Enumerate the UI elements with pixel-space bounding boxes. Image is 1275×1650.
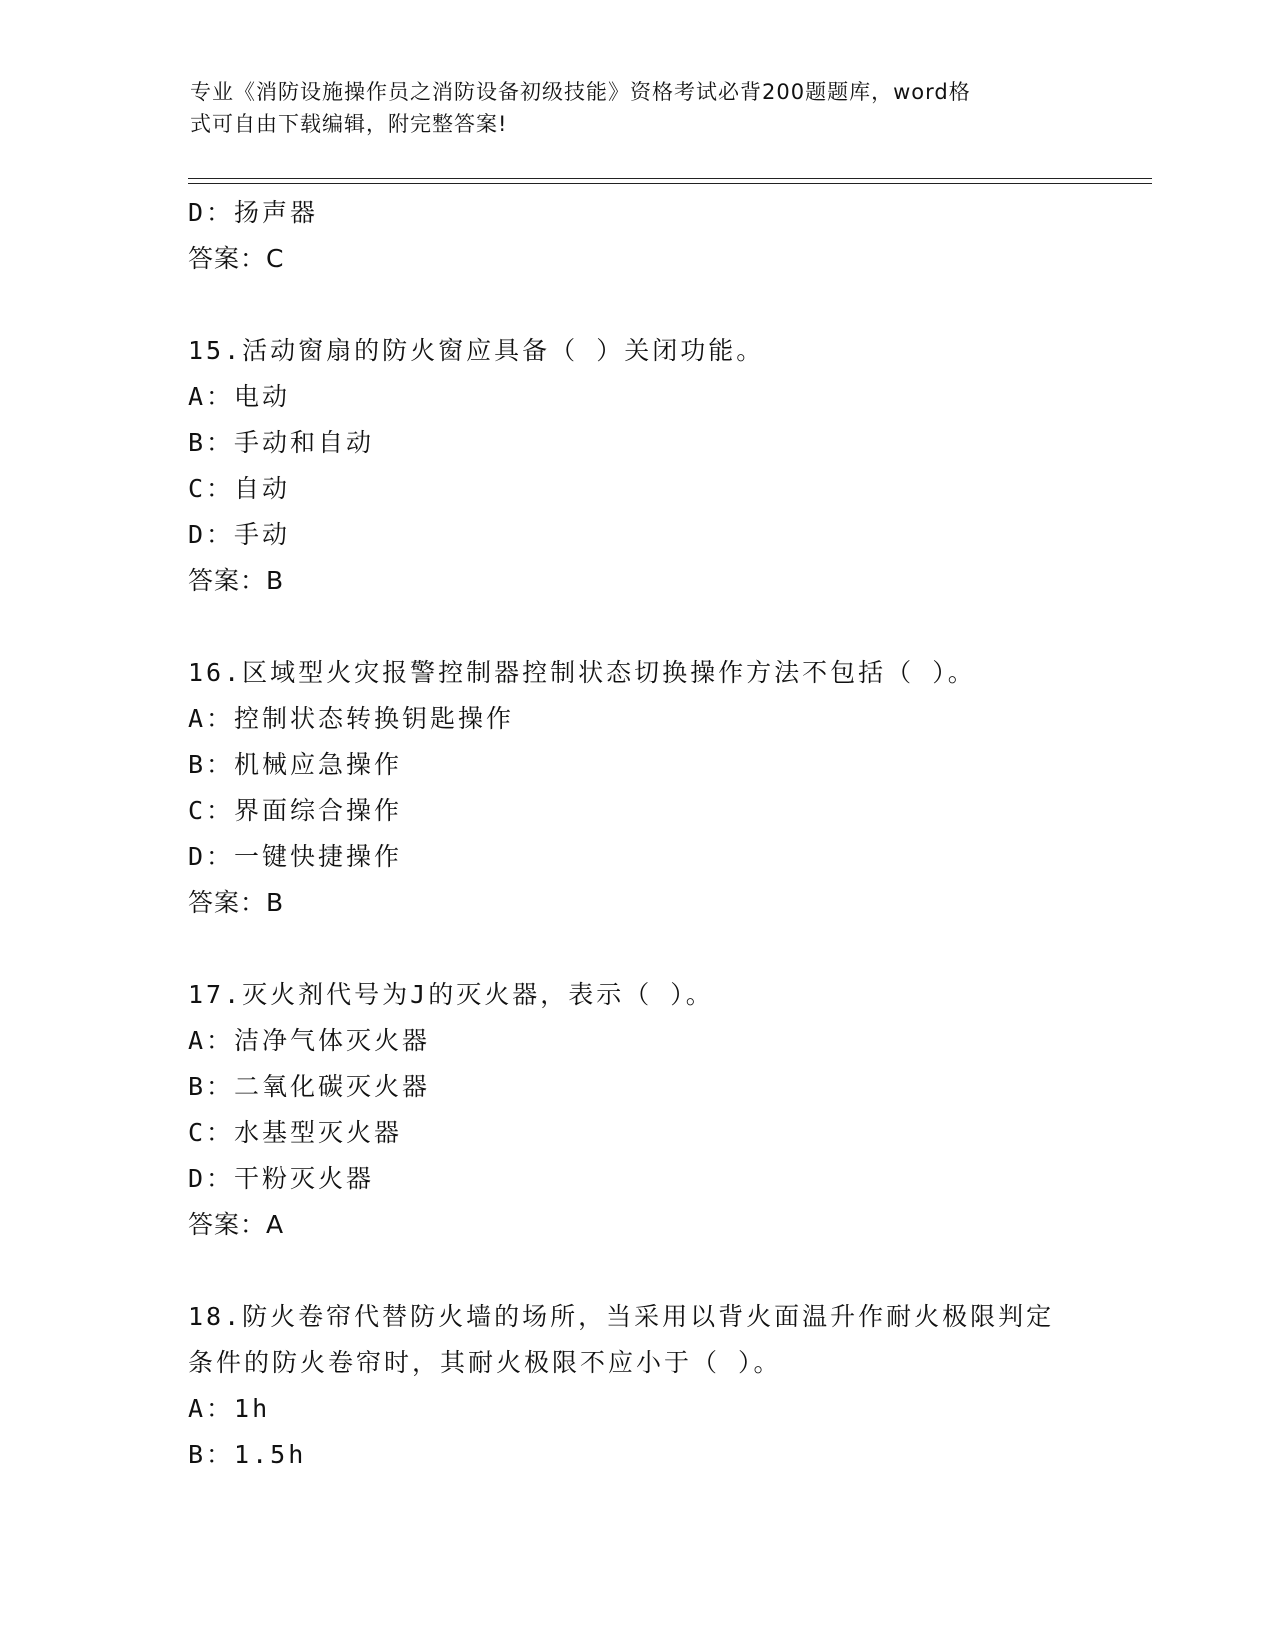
option-b: B：1.5h: [188, 1440, 307, 1469]
answer: 答案：B: [188, 888, 285, 917]
spacer: [188, 1248, 1088, 1294]
option-a: A：控制状态转换钥匙操作: [188, 704, 515, 733]
option-c: C：自动: [188, 474, 291, 503]
prev-option-d: D：扬声器: [188, 198, 319, 227]
question-stem-line-2: 条件的防火卷帘时，其耐火极限不应小于（ ）。: [188, 1348, 782, 1377]
option-b: B：机械应急操作: [188, 750, 403, 779]
option-a: A：电动: [188, 382, 291, 411]
question-stem: 15.活动窗扇的防火窗应具备（ ）关闭功能。: [188, 336, 765, 365]
spacer: [188, 282, 1088, 328]
option-a: A：1h: [188, 1394, 271, 1423]
option-d: D：手动: [188, 520, 291, 549]
answer: 答案：B: [188, 566, 285, 595]
question-stem: 17.灭火剂代号为J的灭火器，表示（ ）。: [188, 980, 714, 1009]
option-c: C：水基型灭火器: [188, 1118, 403, 1147]
header-line-1: 专业《消防设施操作员之消防设备初级技能》资格考试必背200题题库，word格: [190, 80, 971, 104]
option-b: B：手动和自动: [188, 428, 375, 457]
option-a: A：洁净气体灭火器: [188, 1026, 431, 1055]
question-block-17: [188, 972, 1088, 1248]
question-block-18: [188, 1294, 1088, 1478]
spacer: [188, 926, 1088, 972]
option-b: B：二氧化碳灭火器: [188, 1072, 431, 1101]
header-line-2: 式可自由下载编辑，附完整答案!: [190, 112, 508, 136]
question-block-15: [188, 328, 1088, 604]
prev-answer: 答案：C: [188, 244, 285, 273]
answer: 答案：A: [188, 1210, 285, 1239]
header-divider-top: [188, 178, 1152, 179]
question-block-16: [188, 650, 1088, 926]
question-list: [188, 190, 1088, 1478]
option-d: D：干粉灭火器: [188, 1164, 375, 1193]
document-header: [190, 76, 1090, 140]
header-divider-bottom: [188, 183, 1152, 184]
option-d: D：一键快捷操作: [188, 842, 403, 871]
spacer: [188, 604, 1088, 650]
question-stem: 16.区域型火灾报警控制器控制状态切换操作方法不包括（ ）。: [188, 658, 976, 687]
option-c: C：界面综合操作: [188, 796, 403, 825]
question-stem-line-1: 18.防火卷帘代替防火墙的场所，当采用以背火面温升作耐火极限判定: [188, 1302, 1055, 1331]
